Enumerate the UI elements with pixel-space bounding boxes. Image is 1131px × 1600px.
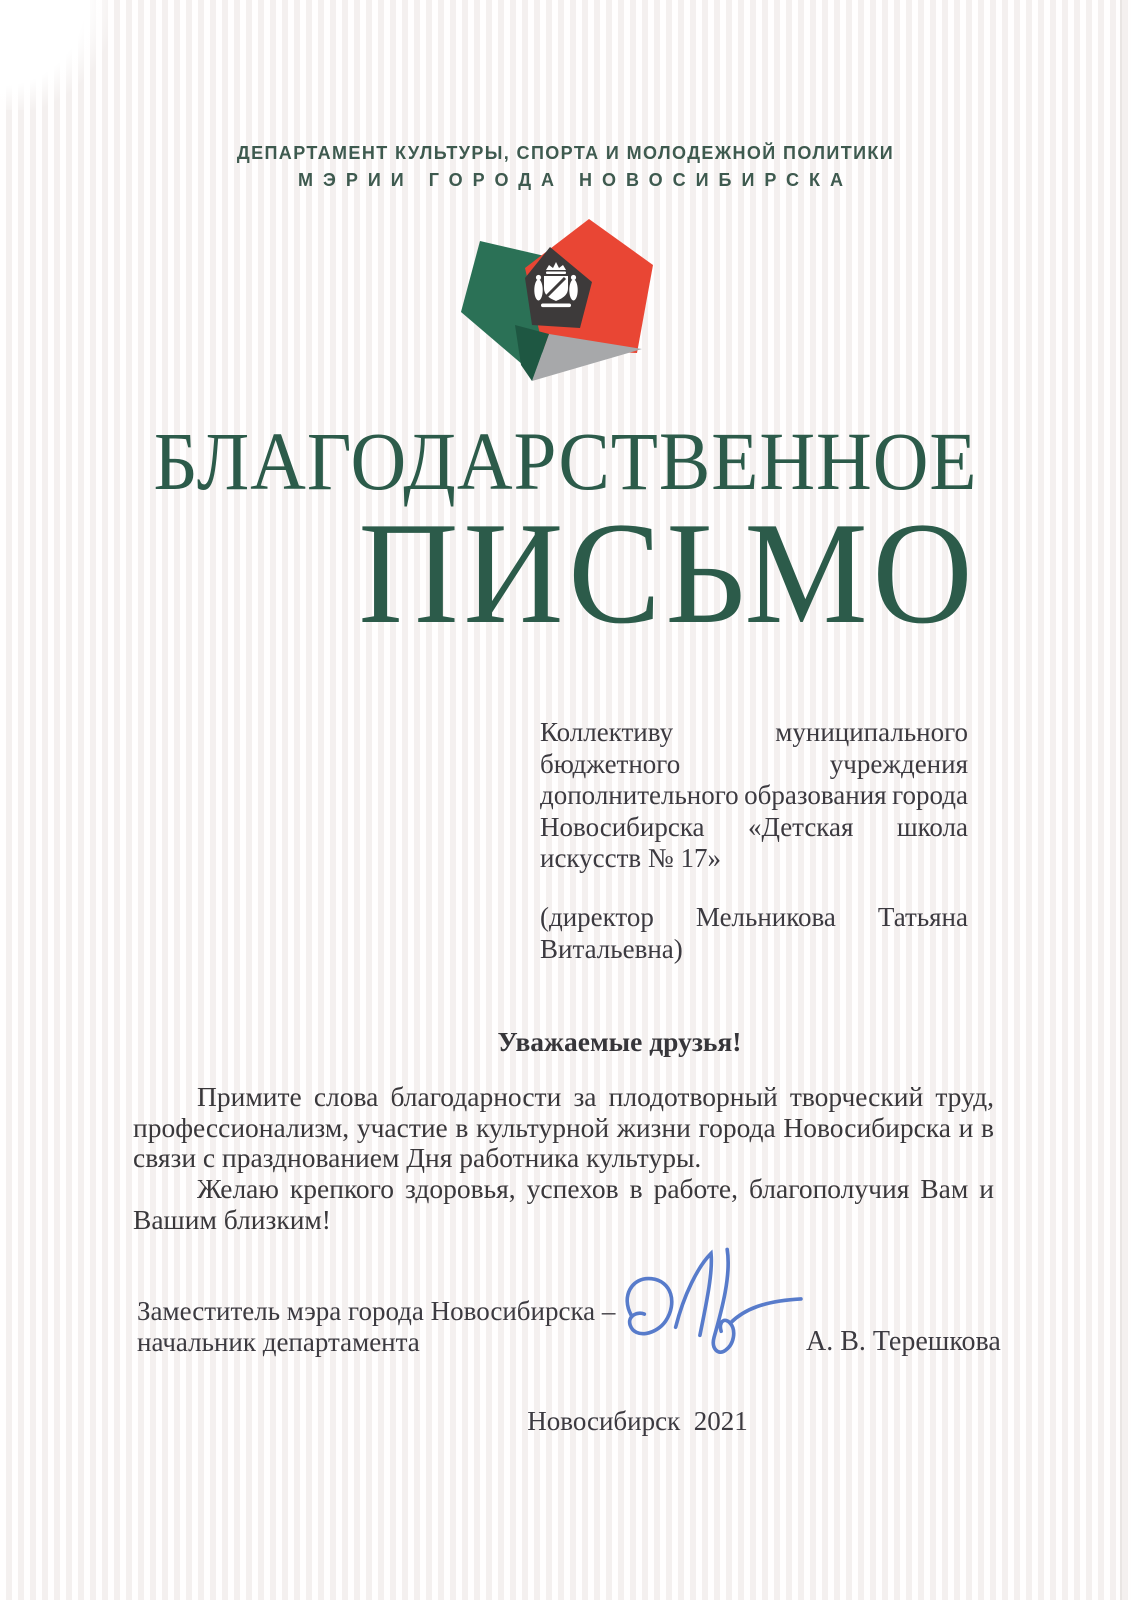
- signer-position-line: Заместитель мэра города Новосибирска –: [137, 1296, 616, 1326]
- novosibirsk-city-logo-icon: [459, 218, 659, 390]
- recipient-block: [540, 717, 968, 875]
- salutation: Уважаемые друзья!: [497, 1026, 742, 1057]
- word: Примите: [197, 1081, 302, 1112]
- word: плодотворный: [608, 1081, 778, 1112]
- word: работе,: [653, 1173, 739, 1205]
- word: в: [629, 1173, 643, 1205]
- body-line: [133, 1174, 994, 1205]
- word: здоровья,: [405, 1173, 516, 1205]
- word: Коллективу: [540, 717, 674, 747]
- word: творческий: [789, 1081, 924, 1112]
- word: участие: [356, 1111, 448, 1143]
- body-line: Вашим близким!: [133, 1203, 331, 1235]
- word: бюджетного: [540, 748, 681, 779]
- word: успехов: [526, 1173, 619, 1205]
- recipient-line: искусств № 17»: [540, 843, 721, 873]
- body-line: связи с празднованием Дня работника культуры.: [133, 1142, 702, 1174]
- director-block: [540, 902, 968, 965]
- body-line: [133, 1082, 994, 1113]
- word: Новосибирска: [783, 1111, 951, 1143]
- word: города: [698, 1111, 776, 1143]
- word: образования: [744, 780, 887, 810]
- word: дополнительного: [540, 780, 739, 810]
- recipient-line: [540, 780, 968, 812]
- recipient-line: [540, 717, 968, 749]
- title-line-2: ПИСЬМО: [358, 492, 978, 654]
- word: благополучия: [749, 1173, 910, 1205]
- word: города: [892, 780, 968, 810]
- word: благодарности: [390, 1081, 562, 1112]
- director-line: [540, 902, 968, 934]
- word: крепкого: [289, 1173, 395, 1205]
- word: (директор: [540, 902, 654, 932]
- word: муниципального: [775, 717, 968, 747]
- letter-body: [133, 1082, 994, 1236]
- word: профессионализм,: [133, 1111, 350, 1143]
- word: школа: [896, 811, 968, 842]
- word: слова: [313, 1081, 379, 1112]
- word: Татьяна: [877, 902, 968, 932]
- word: Желаю: [197, 1173, 279, 1205]
- word: труд,: [935, 1081, 994, 1112]
- word: за: [573, 1081, 597, 1112]
- word: Новосибирска: [540, 811, 705, 842]
- letterhead-line-2: МЭРИИ ГОРОДА НОВОСИБИРСКА: [298, 170, 853, 190]
- title-line-1: БЛАГОДАРСТВЕННОЕ: [153, 415, 978, 507]
- word: в: [981, 1111, 994, 1143]
- word: «Детская: [747, 811, 854, 842]
- page-edge-shadow: [1120, 0, 1122, 1600]
- director-line: Витальевна): [540, 933, 683, 964]
- recipient-line: [540, 812, 968, 844]
- word: Вам: [920, 1173, 969, 1205]
- word: и: [958, 1111, 974, 1143]
- word: культурной: [476, 1111, 610, 1143]
- body-line: [133, 1113, 994, 1144]
- scan-corner-fade: [0, 0, 110, 110]
- word: жизни: [616, 1111, 691, 1143]
- recipient-line: [540, 749, 968, 781]
- handwritten-signature-icon: [613, 1246, 805, 1362]
- word: в: [455, 1111, 469, 1143]
- word: и: [979, 1173, 994, 1205]
- signer-name: А. В. Терешкова: [806, 1326, 1001, 1357]
- word: учреждения: [829, 748, 968, 779]
- letterhead-line-1: ДЕПАРТАМЕНТ КУЛЬТУРЫ, СПОРТА И МОЛОДЕЖНОЙ ПОЛИТИКИ: [236, 143, 895, 163]
- footer-place-year: Новосибирск 2021: [527, 1406, 748, 1436]
- signer-position-block: [137, 1296, 615, 1358]
- signer-position-line: начальник департамента: [137, 1327, 420, 1357]
- word: Мельникова: [695, 902, 836, 932]
